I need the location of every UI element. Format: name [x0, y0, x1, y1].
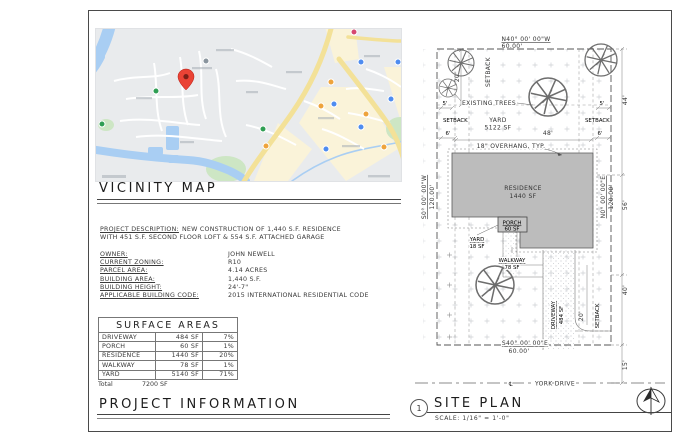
cell-area: 78 SF — [156, 361, 203, 370]
project-information-rule — [97, 414, 390, 419]
bearing-right: N0° 00' 00"E — [600, 175, 607, 219]
bearing-top-length: 60.00' — [501, 43, 523, 50]
centerline-symbol: ℄ — [508, 381, 514, 388]
cell-name: PORCH — [99, 342, 156, 351]
dim-40ft: 40' — [622, 284, 629, 296]
table-row — [99, 351, 238, 360]
cell-name: WALKWAY — [99, 361, 156, 370]
info-label: APPLICABLE BUILDING CODE: — [100, 291, 199, 299]
info-row-building-area — [100, 275, 262, 284]
yard-area: 5122 SF — [484, 124, 512, 132]
poi-blue-icon — [388, 96, 394, 102]
walkway-area: 78 SF — [504, 265, 520, 271]
dim-5ft-left: 5' — [442, 101, 448, 107]
table-row — [99, 370, 238, 379]
dim-20ft-driveway: 20' — [578, 310, 585, 322]
cell-name: RESIDENCE — [99, 351, 156, 360]
info-label: BUILDING HEIGHT: — [100, 283, 163, 291]
bearing-top: N40° 00' 00"W — [501, 36, 551, 43]
dim-6ft-right: 6' — [597, 131, 603, 137]
info-value: 4.14 ACRES — [228, 267, 268, 275]
table-row — [99, 333, 238, 342]
poi-pink-icon — [351, 29, 357, 35]
cell-name: DRIVEWAY — [99, 333, 156, 342]
poi-blue-icon — [358, 59, 364, 65]
bearing-bottom-length: 60.00' — [508, 348, 530, 355]
info-value: JOHN NEWELL — [228, 251, 275, 258]
poi-amber-icon — [363, 111, 369, 117]
porch-area: 60 SF — [504, 226, 520, 233]
surface-table-title: SURFACE AREAS — [99, 318, 238, 333]
vicinity-map-title: VICINITY MAP — [99, 181, 218, 196]
total-value: 7200 SF — [142, 381, 168, 389]
dim-6ft-left: 6' — [445, 131, 451, 137]
poi-blue-icon — [323, 146, 329, 152]
site-plan-scale: SCALE: 1/16" = 1'-0" — [435, 415, 510, 422]
poi-amber-icon — [381, 144, 387, 150]
info-row-parcel-area — [100, 267, 268, 275]
yard2-label: YARD — [469, 237, 485, 243]
poi-blue-icon — [331, 101, 337, 107]
cell-pct: 7% — [203, 333, 238, 342]
site-plan-drawing — [415, 25, 680, 390]
residence-label: RESIDENCE — [504, 185, 542, 192]
dim-56ft: 56' — [622, 199, 629, 211]
cell-pct: 20% — [203, 351, 238, 360]
poi-amber-icon — [328, 79, 334, 85]
total-label: Total — [98, 381, 113, 389]
residence-area: 1440 SF — [509, 193, 537, 200]
description-label: PROJECT DESCRIPTION: — [100, 226, 179, 233]
dim-20ft-top: 20' — [454, 71, 461, 83]
info-row-owner — [100, 251, 275, 259]
project-info-list — [100, 251, 369, 300]
poi-blue-icon — [395, 59, 401, 65]
dim-15ft: 15' — [622, 359, 629, 371]
poi-amber-icon — [318, 103, 324, 109]
porch-label: PORCH — [502, 220, 522, 227]
project-information-title: PROJECT INFORMATION — [99, 397, 300, 412]
poi-gray-icon — [203, 58, 209, 64]
table-total-row — [98, 381, 238, 390]
setback-label-driveway: SETBACK — [595, 303, 601, 329]
surface-areas-table — [98, 317, 238, 390]
yard-label: YARD — [489, 117, 507, 124]
cell-area: 1440 SF — [156, 351, 203, 360]
info-label: CURRENT ZONING: — [100, 259, 164, 267]
info-row-building-height — [100, 283, 249, 292]
poi-blue-icon — [358, 124, 364, 130]
description-text-1: NEW CONSTRUCTION OF 1,440 S.F. RESIDENCE — [181, 226, 341, 233]
driveway-area: 484 SF — [559, 305, 565, 325]
cell-area: 60 SF — [156, 342, 203, 351]
info-row-zoning — [100, 259, 242, 267]
walkway-label: WALKWAY — [498, 258, 526, 264]
bearing-right-length: 120.00' — [608, 184, 615, 210]
setback-label-top: SETBACK — [485, 57, 492, 87]
setback-label-left: SETBACK — [443, 118, 468, 124]
detail-number-bubble: 1 — [410, 399, 428, 417]
bearing-bottom: S40° 00' 00"E — [501, 340, 549, 347]
info-label: OWNER: — [100, 251, 128, 258]
poi-green-icon — [260, 126, 266, 132]
info-label: BUILDING AREA: — [100, 275, 156, 283]
vicinity-map-image — [95, 28, 402, 182]
project-description — [100, 226, 412, 242]
info-label: PARCEL AREA: — [100, 267, 148, 275]
existing-trees-label: EXISTING TREES — [461, 100, 517, 107]
dim-48ft: 48' — [542, 130, 554, 137]
info-value: 24'-7" — [228, 283, 249, 291]
cell-pct: 1% — [203, 361, 238, 370]
dim-5ft-right: 5' — [599, 101, 605, 107]
cell-pct: 1% — [203, 342, 238, 351]
setback-label-right: SETBACK — [585, 118, 610, 124]
site-plan-title: SITE PLAN — [434, 396, 524, 411]
cell-area: 5140 SF — [156, 370, 203, 379]
cell-area: 484 SF — [156, 333, 203, 342]
info-row-building-code — [100, 291, 369, 300]
table-row — [99, 342, 238, 351]
vicinity-title-rule — [97, 199, 401, 204]
cell-name: YARD — [99, 370, 156, 379]
street-name: YORK DRIVE — [534, 380, 576, 388]
yard2-area: 18 SF — [469, 244, 485, 250]
info-value: 1,440 S.F. — [228, 275, 262, 283]
description-line-1 — [100, 226, 412, 234]
info-value: R10 — [228, 259, 242, 267]
poi-green-icon — [153, 88, 159, 94]
table-row — [99, 361, 238, 370]
north-arrow-icon — [631, 381, 671, 421]
site-plan-title-rule — [427, 412, 671, 413]
dim-44ft: 44' — [622, 94, 629, 106]
overhang-note: 18" OVERHANG, TYP. — [476, 143, 546, 150]
poi-green-icon — [99, 121, 105, 127]
bearing-left-length: 120.00' — [429, 184, 436, 210]
bearing-left: S0° 00' 00"W — [421, 174, 428, 220]
info-value: 2015 INTERNATIONAL RESIDENTIAL CODE — [228, 291, 369, 299]
cell-pct: 71% — [203, 370, 238, 379]
description-line-2: WITH 451 S.F. SECOND FLOOR LOFT & 554 S.F. ATTACHED GARAGE — [100, 234, 325, 241]
poi-amber-icon — [263, 143, 269, 149]
driveway-label: DRIVEWAY — [551, 300, 557, 330]
